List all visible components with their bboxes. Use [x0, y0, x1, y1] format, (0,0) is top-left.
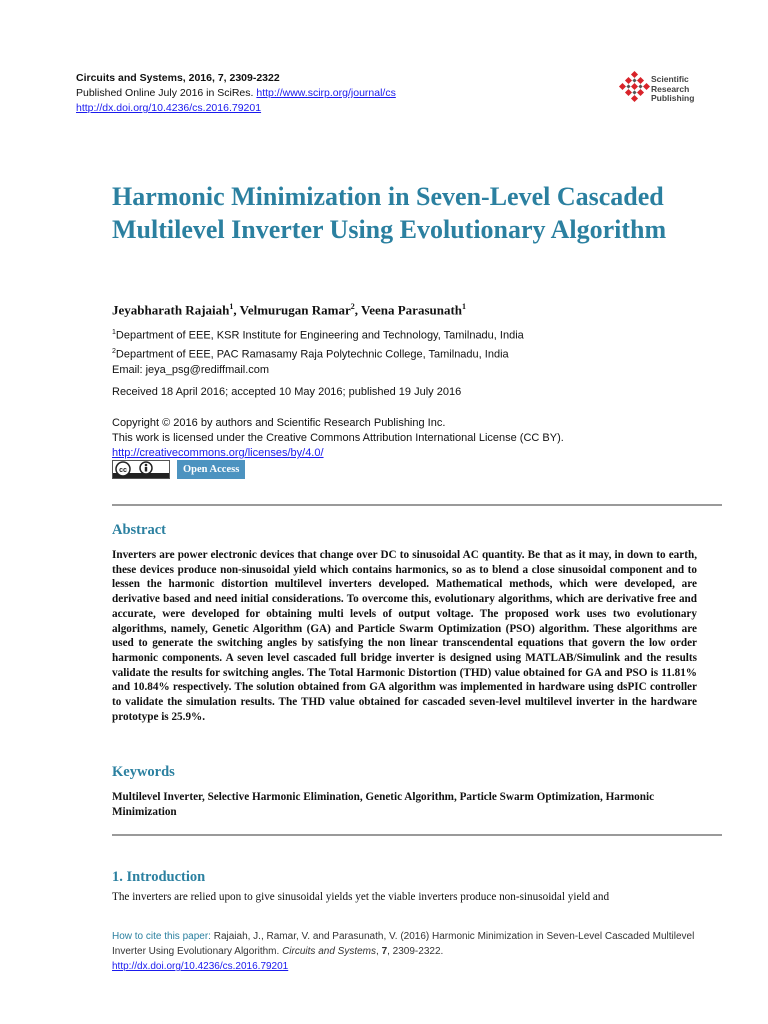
logo-line-3: Publishing — [651, 93, 695, 103]
affiliation-text: Department of EEE, PAC Ramasamy Raja Polytechnic College, Tamilnadu, India — [115, 348, 509, 361]
abstract-text: Inverters are power electronic devices that change over DC to sinusoidal AC quantity. Be that as it may, in down to earth, these devices produce non-sinusoidal yield which contains harmonics, so as to blend a close sinusoidal component and to lessen the harmonic distortion multilevel inverters developed. Mathematical methods, which were developed, are derivative based and need initial considerations. To overcome this, evolutionary algorithms, which are derivative free and accurate, were developed for obtaining multi levels of output voltage. The proposed work uses two evolutionary algorithms, namely, Genetic Algorithm (GA) and Particle Swarm Optimization (PSO) algorithm. These algorithms are used to generate the switching angles by satisfying the non linear transcendental equations that govern the low order harmonic components. A seven level cascaded full bridge inverter is designed using MATLAB/Simulink and the results validate the results for switching angles. The Total Harmonic Distortion (THD) value obtained for GA and PSO is 11.81% and 10.84% respectively. The solution obtained from GA algorithm was implemented in hardware using dsPIC controller to validate the simulation results. The THD value obtained for cascaded seven-level multilevel inverter in the hardware prototype is 25.9%. — [112, 549, 697, 723]
cc-by-badge[interactable] — [112, 460, 170, 479]
journal-info — [76, 71, 396, 116]
citation-label: How to cite this paper: — [112, 931, 211, 942]
author-list: Jeyabharath Rajaiah$^1$, Velmurugan Ramar$^2$, Veena Parasunath$^1$ — [112, 302, 467, 318]
abstract-heading: Abstract — [112, 522, 166, 538]
author-email: Email: jeya_psg@rediffmail.com — [112, 364, 270, 377]
affiliation-1 — [112, 325, 524, 344]
license-line: This work is licensed under the Creative Commons Attribution International License (CC BY). — [112, 432, 564, 444]
doi-link[interactable]: http://dx.doi.org/10.4236/cs.2016.79201 — [76, 102, 262, 114]
citation-doi-link[interactable]: http://dx.doi.org/10.4236/cs.2016.79201 — [112, 961, 289, 972]
open-access-badge: Open Access — [177, 460, 245, 479]
citation-journal: Circuits and Systems — [282, 946, 376, 957]
author-name: Veena Parasunath — [361, 302, 463, 318]
section-divider — [112, 504, 722, 506]
cc-by-icon — [113, 461, 169, 478]
license-link[interactable]: http://creativecommons.org/licenses/by/4.0/ — [112, 447, 324, 459]
citation-block: How to cite this paper: Rajaiah, J., Ramar, V. and Parasunath, V. (2016) Harmonic Minimization in Seven-Level Cascaded Multilevel Inverter Using Evolutionary Algorithm. Circuits and Systems, 7, 2309-2322. http://dx.doi.org/10.4236/cs.2016.79201 — [112, 931, 695, 972]
journal-url-link[interactable]: http://www.scirp.org/journal/cs — [256, 87, 396, 99]
affiliation-mark: 1 — [112, 329, 116, 336]
cc-badge-text: cc — [119, 467, 127, 474]
published-line — [76, 86, 396, 101]
author-affiliation-mark: 2 — [350, 302, 355, 311]
publisher-logo-icon — [618, 70, 652, 108]
copyright-line: Copyright © 2016 by authors and Scientific Research Publishing Inc. — [112, 417, 446, 429]
author-name: Velmurugan Ramar — [239, 302, 351, 318]
publication-dates: Received 18 April 2016; accepted 10 May 2016; published 19 July 2016 — [112, 386, 462, 398]
copyright-block — [112, 416, 564, 461]
introduction-text: The inverters are relied upon to give sinusoidal yields yet the viable inverters produce non-sinusoidal yield and — [112, 891, 610, 903]
paper-title: Harmonic Minimization in Seven-Level Cascaded Multilevel Inverter Using Evolutionary Algorithm — [112, 182, 667, 244]
journal-citation-line: Circuits and Systems, 2016, 7, 2309-2322 — [76, 72, 280, 84]
publisher-logo-text — [651, 75, 694, 104]
published-prefix: Published Online July 2016 in SciRes. — [76, 87, 257, 99]
citation-pages: , 2309-2322. — [387, 946, 444, 957]
author-name: Jeyabharath Rajaiah — [112, 302, 230, 318]
affiliation-text: Department of EEE, KSR Institute for Engineering and Technology, Tamilnadu, India — [115, 329, 524, 342]
author-affiliation-mark: 1 — [462, 302, 467, 311]
citation-text: Rajaiah, J., Ramar, V. and Parasunath, V. (2016) Harmonic Minimization in Seven-Level Cascaded Multilevel Inverter Using Evolutionary Algorithm. — [112, 931, 695, 957]
author-affiliation-mark: 1 — [229, 302, 234, 311]
logo-line-2: Research — [651, 83, 690, 94]
section-divider — [112, 834, 722, 836]
keywords-text: Multilevel Inverter, Selective Harmonic Elimination, Genetic Algorithm, Particle Swarm Optimization, Harmonic Minimization — [112, 791, 655, 818]
affiliations — [112, 325, 524, 378]
keywords-heading: Keywords — [112, 764, 175, 780]
logo-line-1: Scientific — [651, 74, 689, 84]
affiliation-2 — [112, 344, 524, 363]
affiliation-mark: 2 — [112, 347, 116, 355]
introduction-heading: 1. Introduction — [112, 869, 206, 885]
publisher-logo — [618, 70, 718, 110]
citation-volume: 7 — [381, 946, 388, 957]
